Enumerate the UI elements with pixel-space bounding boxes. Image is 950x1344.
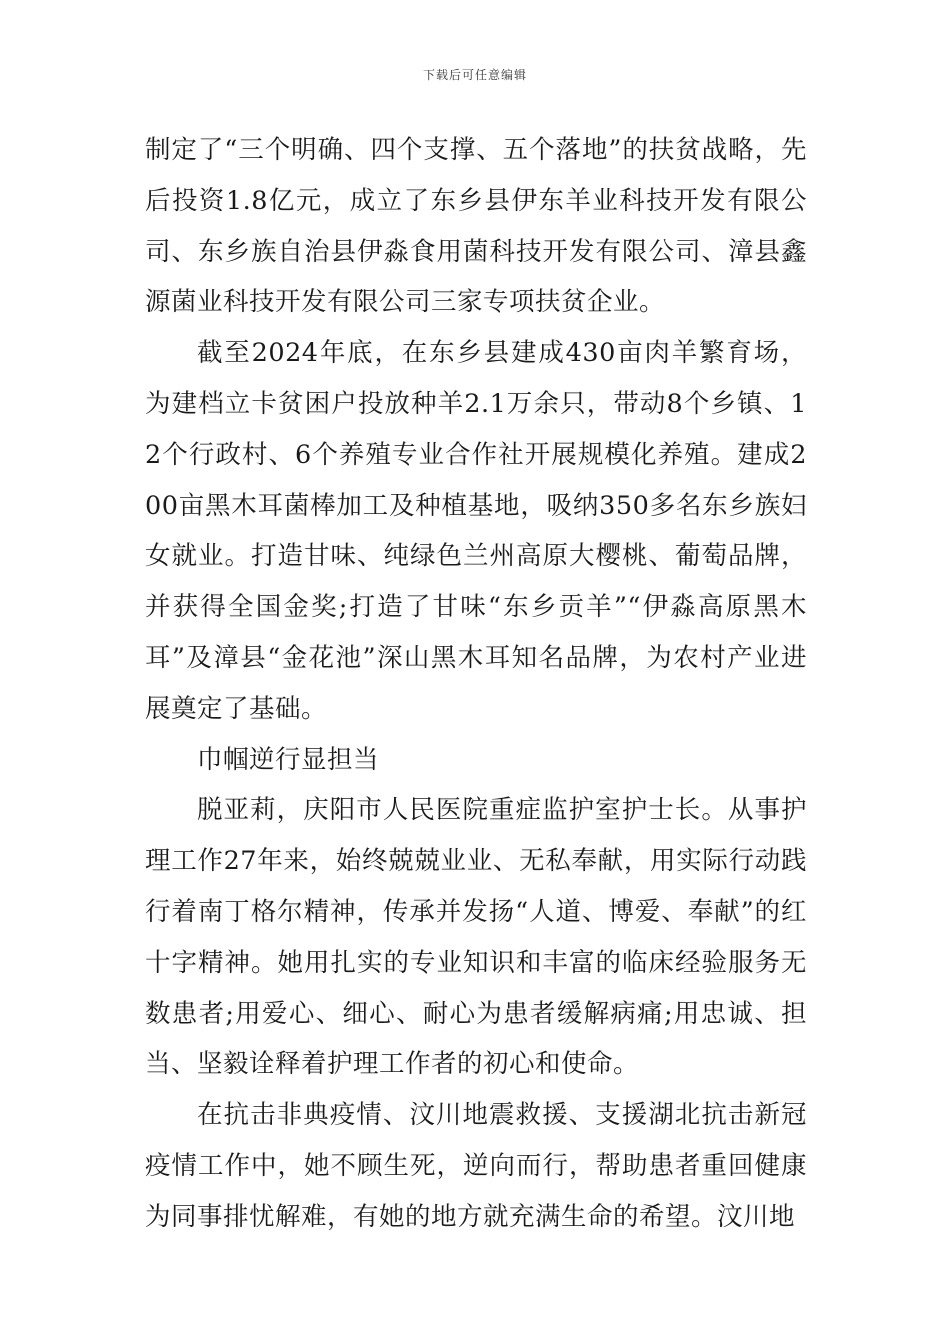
paragraph-epidemic: 在抗击非典疫情、汶川地震救援、支援湖北抗击新冠疫情工作中，她不顾生死，逆向而行，帮助患者重回健康为同事排忧解难，有她的地方就充满生命的希望。汶川地 — [145, 1100, 807, 1232]
paragraph-achievements: 截至2024年底，在东乡县建成430亩肉羊繁育场，为建档立卡贫困户投放种羊2.1万余只，带动8个乡镇、12个行政村、6个养殖专业合作社开展规模化养殖。建成200亩黑木耳菌棒加工及种植基地，吸纳350多名东乡族妇女就业。打造甘味、纯绿色兰州高原大樱桃、葡萄品牌，并获得全国金奖;打造了甘味“东乡贡羊”“伊淼高原黑木耳”及漳县“金花池”深山黑木耳知名品牌，为农村产业进展奠定了基础。 — [145, 338, 807, 724]
document-body — [145, 125, 807, 1243]
paragraph-strategy: 制定了“三个明确、四个支撑、五个落地”的扶贫战略，先后投资1.8亿元，成立了东乡县伊东羊业科技开发有限公司、东乡族自治县伊淼食用菌科技开发有限公司、漳县鑫源菌业科技开发有限公司三家专项扶贫企业。 — [145, 135, 807, 318]
section-heading: 巾帼逆行显担当 — [197, 744, 380, 775]
header-note: 下载后可任意编辑 — [422, 68, 527, 82]
paragraph-profile: 脱亚莉，庆阳市人民医院重症监护室护士长。从事护理工作27年来，始终兢兢业业、无私奉献，用实际行动践行着南丁格尔精神，传承并发扬“人道、博爱、奉献”的红十字精神。她用扎实的专业知识和丰富的临床经验服务无数患者;用爱心、细心、耐心为患者缓解病痛;用忠诚、担当、坚毅诠释着护理工作者的初心和使命。 — [145, 795, 807, 1080]
